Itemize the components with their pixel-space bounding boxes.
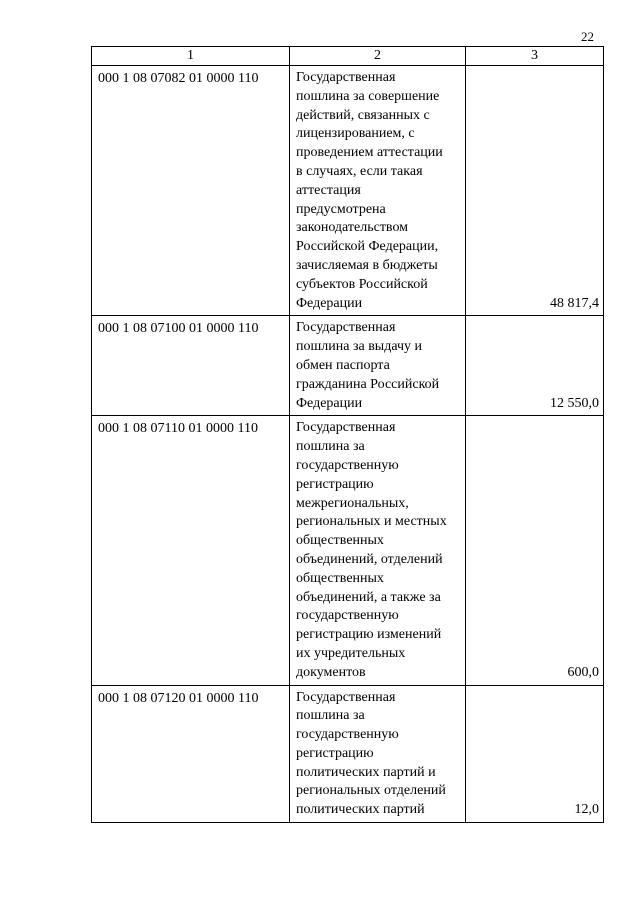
revenue-name-cell bbox=[290, 685, 466, 823]
revenue-name-cell bbox=[290, 416, 466, 685]
name-line: зачисляемая в бюджеты bbox=[296, 257, 438, 273]
table-row bbox=[92, 66, 604, 316]
name-line: межрегиональных, bbox=[296, 495, 409, 511]
name-line: их учредительных bbox=[296, 645, 406, 661]
table-header-row bbox=[92, 47, 604, 66]
name-line: лицензированием, с bbox=[296, 126, 415, 142]
name-line: субъектов Российской bbox=[296, 276, 428, 292]
name-line: Государственная bbox=[296, 320, 396, 336]
name-line: общественных bbox=[296, 570, 384, 586]
name-line: Государственная bbox=[296, 420, 396, 436]
name-line: обмен паспорта bbox=[296, 357, 390, 373]
amount-cell: 48 817,4 bbox=[466, 66, 604, 316]
name-line: Федерации bbox=[296, 295, 363, 311]
name-line: государственную bbox=[296, 457, 399, 473]
revenue-name-cell bbox=[290, 66, 466, 316]
name-line: предусмотрена bbox=[296, 201, 386, 217]
name-line: пошлина за выдачу и bbox=[296, 339, 423, 355]
name-line: объединений, отделений bbox=[296, 551, 443, 567]
name-line: Российской Федерации, bbox=[296, 239, 439, 255]
name-line: политических партий bbox=[296, 802, 425, 818]
name-line: действий, связанных с bbox=[296, 107, 430, 123]
name-line: регистрацию bbox=[296, 745, 374, 761]
name-line: в случаях, если такая bbox=[296, 163, 423, 179]
name-line: региональных и местных bbox=[296, 514, 447, 530]
name-line: документов bbox=[296, 664, 366, 680]
column-header-1: 1 bbox=[92, 47, 290, 66]
revenue-name-cell bbox=[290, 316, 466, 416]
name-line: аттестация bbox=[296, 182, 361, 198]
name-line: региональных отделений bbox=[296, 783, 446, 799]
amount-cell: 12 550,0 bbox=[466, 316, 604, 416]
budget-revenue-table bbox=[91, 46, 604, 823]
name-line: объединений, а также за bbox=[296, 589, 441, 605]
revenue-code-cell: 000 1 08 07100 01 0000 110 bbox=[92, 316, 290, 416]
name-line: государственную bbox=[296, 727, 399, 743]
revenue-code-cell: 000 1 08 07120 01 0000 110 bbox=[92, 685, 290, 823]
amount-cell: 12,0 bbox=[466, 685, 604, 823]
name-line: пошлина за bbox=[296, 708, 365, 724]
name-line: гражданина Российской bbox=[296, 376, 440, 392]
name-line: общественных bbox=[296, 533, 384, 549]
table-row bbox=[92, 316, 604, 416]
name-line: пошлина за совершение bbox=[296, 88, 440, 104]
name-line: Государственная bbox=[296, 70, 396, 85]
name-line: регистрацию изменений bbox=[296, 627, 442, 643]
amount-cell: 600,0 bbox=[466, 416, 604, 685]
name-line: проведением аттестации bbox=[296, 145, 443, 161]
column-header-3: 3 bbox=[466, 47, 604, 66]
name-line: политических партий и bbox=[296, 764, 436, 780]
name-line: регистрацию bbox=[296, 476, 374, 492]
table-row bbox=[92, 685, 604, 823]
table-row bbox=[92, 416, 604, 685]
name-line: Федерации bbox=[296, 395, 363, 411]
name-line: пошлина за bbox=[296, 439, 365, 455]
column-header-2: 2 bbox=[290, 47, 466, 66]
name-line: государственную bbox=[296, 608, 399, 624]
revenue-code-cell: 000 1 08 07082 01 0000 110 bbox=[92, 66, 290, 316]
page-number: 22 bbox=[581, 29, 594, 44]
name-line: законодательством bbox=[296, 220, 409, 236]
revenue-code-cell: 000 1 08 07110 01 0000 110 bbox=[92, 416, 290, 685]
name-line: Государственная bbox=[296, 689, 396, 705]
